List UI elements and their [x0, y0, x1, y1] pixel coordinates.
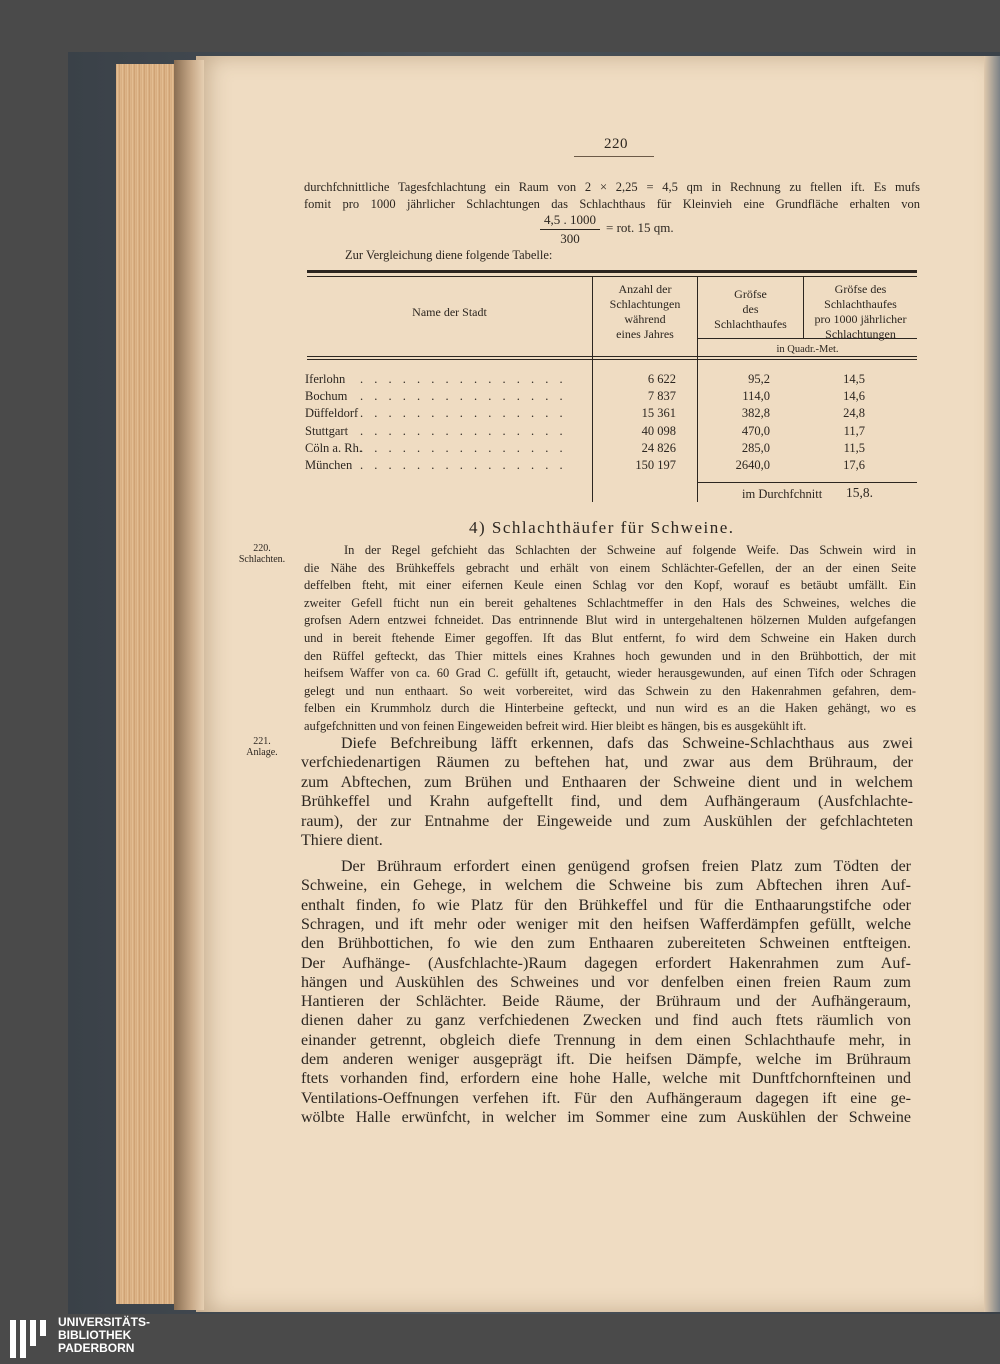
table-cell-city: Düffeldorf	[305, 406, 359, 421]
body-line: ftets vorhanden find, erfordern eine hohe Halle, welche mit Dunftfchornfteinen und	[301, 1070, 911, 1088]
table-cell-city: Cöln a. Rh.	[305, 440, 362, 455]
table-cell-per1000: 11,5	[843, 440, 865, 455]
header-count-line: Schlachtungen	[609, 297, 681, 311]
table-cell-count: 150 197	[635, 458, 676, 472]
header-unit: in Quadr.-Met.	[776, 344, 839, 355]
table-top-rule	[307, 270, 917, 273]
logo-line: UNIVERSITÄTS-	[58, 1315, 151, 1329]
average-label: im Durchfchnitt	[742, 487, 823, 501]
margin-note-221	[232, 736, 292, 758]
table-cell-city: München	[305, 458, 353, 472]
header-city: Name der Stadt	[412, 305, 487, 319]
table-cell-size: 2640,0	[735, 458, 770, 472]
table-cell-count: 7 837	[647, 389, 676, 404]
intro-line-1: durchfchnittliche Tagesfchlachtung ein Raum von 2 × 2,25 = 4,5 qm in Rechnung zu ftellen ift. Es mufs	[304, 180, 920, 194]
small-print-line: heifsem Waffer von ca. 60 Grad C. gefüllt ift, getaucht, wieder herausgewunden, auf einen Tifch oder Schragen	[304, 666, 916, 681]
body-line: Diefe Befchreibung läfft erkennen, dafs das Schweine-Schlachthaus aus zwei	[341, 735, 913, 752]
header-per1000-line: Gröfse des	[834, 282, 887, 296]
table-average-rule	[697, 482, 917, 483]
margin-note-label: Anlage.	[246, 747, 278, 758]
university-logo-text	[58, 1316, 150, 1355]
table-leader-dots: . . . . . . . . . . . . . . .	[360, 406, 567, 421]
header-per1000-line: pro 1000 jährlicher	[814, 312, 907, 326]
header-size-line: Schlachthaufes	[714, 317, 787, 331]
formula-denominator: 300	[560, 231, 580, 246]
body-line: dienen daher zu ganz verfchiedenen Zwecken und find auch ftets räumlich von	[301, 1012, 911, 1030]
body-line: verfchiedenartigen Räumen zu beftehen hat, und zwar aus dem Brühraum, der	[301, 754, 913, 772]
page-number: 220	[604, 136, 628, 152]
formula-bar	[540, 229, 600, 230]
header-count-line: eines Jahres	[616, 327, 674, 341]
header-per1000-line: Schlachtungen	[825, 327, 896, 341]
body-line: raum), der zur Entnahme der Eingeweide und zum Auskühlen der gefchlachteten	[301, 812, 913, 830]
small-print-line: felben ein Krummholz durch die Hinterbeine gefteckt, und nun wird es an die Haken gehängt, wo es	[304, 701, 916, 716]
margin-note-number: 221.	[253, 736, 271, 747]
formula-result: = rot. 15 qm.	[606, 220, 674, 235]
table-cell-per1000: 14,5	[843, 372, 865, 386]
header-size-line: Gröfse	[734, 287, 767, 301]
body-line: Schweine, ein Gehege, in welchem die Schweine bis zum Abftechen ihren Auf-	[301, 877, 911, 895]
header-per1000-line: Schlachthaufes	[824, 297, 897, 311]
table-cell-city: Iferlohn	[305, 372, 346, 386]
header-size	[698, 287, 803, 332]
table-cell-city: Stuttgart	[305, 423, 349, 438]
small-print-line: und in bereit ftehende Eimer gegoffen. Ift das Blut entfernt, fo wird dem Schweine ein Haken durch	[304, 631, 916, 645]
average-value: 15,8.	[846, 485, 873, 500]
small-print-line: aufgefchnitten und von feinen Eingeweiden befreit wird. Hier bleibt es hängen, bis es ausgekühlt ift.	[304, 719, 807, 733]
table-header-rule-2	[307, 359, 917, 360]
header-count-line: Anzahl der	[618, 282, 672, 296]
table-leader-dots: . . . . . . . . . . . . . . .	[360, 372, 567, 386]
header-per1000	[804, 282, 917, 342]
table-leader-dots: . . . . . . . . . . . . . . .	[360, 458, 567, 472]
book-gutter	[174, 60, 204, 1310]
table-leader-dots: . . . . . . . . . . . . . . .	[360, 423, 567, 438]
header-count	[593, 282, 697, 342]
table-cell-per1000: 24,8	[843, 406, 865, 421]
body-line: Brühkeffel und Krahn aufgeftellt find, und dem Aufhängeraum (Ausfchlachte-	[301, 793, 913, 811]
small-print-line: die Nähe des Brühkeffels gebracht und erhält von einem Schlächter-Gefellen, der an der einen Seite	[304, 560, 916, 575]
margin-note-label: Schlachten.	[238, 554, 286, 565]
small-print-line: In der Regel gefchieht das Schlachten der Schweine auf folgende Weife. Das Schwein wird in	[344, 543, 916, 557]
body-line: dem anderen weniger ausgeprägt ift. Die heifsen Dämpfe, welche im Brühraum	[301, 1051, 911, 1068]
table-cell-size: 285,0	[741, 440, 770, 455]
table-cell-size: 114,0	[742, 389, 770, 404]
table-cell-size: 382,8	[741, 406, 770, 421]
university-logo-icon	[8, 1318, 48, 1360]
page-edges	[116, 64, 176, 1304]
body-line: den Brühbottichen, fo wie den zum Enthaaren zubereiteten Schweinen entfteigen.	[301, 935, 911, 953]
body-line: Der Brühraum erfordert einen genügend grofsen freien Platz zum Tödten der	[341, 858, 911, 875]
logo-line: BIBLIOTHEK	[58, 1328, 132, 1342]
margin-note-number: 220.	[253, 543, 271, 554]
small-print-line: den Rüffel gefteckt, das Thier mittels eines Krahnes hoch gewunden und in den Brühbottich, der mit	[304, 648, 916, 663]
table-cell-size: 470,0	[741, 423, 770, 438]
small-print-line: deffelben fteht, mit einer eifernen Keule einen Schlag vor den Kopf, worauf es betäubt umfällt. Ein	[304, 578, 916, 593]
body-line: enthalt finden, fo wie Platz für den Brühkeffel und für die Enthaarungstifche oder	[301, 896, 911, 914]
body-line: Ventilations-Oeffnungen verfehen ift. Für den Aufhängeraum dagegen ift eine ge-	[301, 1089, 911, 1107]
section-title: 4) Schlachthäufer für Schweine.	[469, 518, 735, 537]
intro-line-2: fomit pro 1000 jährlicher Schlachtungen das Schlachthaus für Kleinvieh eine Grundfläche erhalten von	[304, 197, 920, 211]
page-right-edge	[984, 56, 1000, 1312]
header-count-line: während	[624, 312, 666, 326]
table-leader-dots: . . . . . . . . . . . . . . .	[360, 440, 567, 455]
margin-note-220	[232, 543, 292, 565]
formula-numerator: 4,5 . 1000	[544, 212, 596, 227]
small-print-line: grofsen Adern entzwei fchneidet. Das entrinnende Blut wird in untergehaltenen hölzernen Mulden aufgefangen	[304, 613, 916, 628]
body-line: wölbte Halle erwünfcht, in welcher im Sommer eine zum Auskühlen der Schweine	[301, 1108, 911, 1126]
table-cell-per1000: 14,6	[843, 389, 865, 404]
compare-line: Zur Vergleichung diene folgende Tabelle:	[345, 248, 553, 262]
body-line: Hantieren der Schlächter. Beide Räume, der Brühraum und der Aufhängeraum,	[301, 993, 911, 1011]
body-line: Der Aufhänge- (Ausfchlachte-)Raum dagegen erfordert Hakenrahmen zum Auf-	[301, 954, 911, 972]
table-leader-dots: . . . . . . . . . . . . . . .	[360, 389, 567, 404]
small-print-line: zweiter Gefell fticht nun ein bereit gehaltenes Schlachtmeffer in den Hals des Schweines, welches die	[304, 595, 916, 610]
table-top-rule-2	[307, 276, 917, 277]
body-line: hängen und Auskühlen des Schweines und vor denfelben einen freien Raum zum	[301, 973, 911, 991]
body-line: einander getrennt, obgleich diefe Trennung in dem einen Schlachthaufe mehr, in	[301, 1031, 911, 1049]
table-cell-size: 95,2	[748, 372, 770, 386]
body-line: Thiere dient.	[301, 832, 383, 849]
table-cell-city: Bochum	[305, 389, 348, 404]
header-size-line: des	[742, 302, 759, 316]
table-cell-count: 40 098	[641, 423, 676, 438]
body-line: zum Abftechen, zum Brühen und Enthaaren der Schweine dient und in welchem	[301, 773, 913, 791]
table-cell-count: 6 622	[647, 372, 676, 386]
table-cell-count: 24 826	[641, 440, 676, 455]
small-print-line: gelegt und nun enthaart. So weit vorbereitet, wird das Schwein zu den Hakenrahmen gefahren, dem-	[304, 683, 916, 698]
body-line: Schragen, und ift mehr oder weniger mit den heifsen Wafferdämpfen gefüllt, welche	[301, 915, 911, 933]
table-cell-per1000: 17,6	[843, 458, 865, 472]
page-number-rule	[574, 156, 654, 157]
table-cell-per1000: 11,7	[843, 423, 865, 438]
table-cell-count: 15 361	[641, 406, 676, 421]
logo-line: PADERBORN	[58, 1341, 135, 1355]
